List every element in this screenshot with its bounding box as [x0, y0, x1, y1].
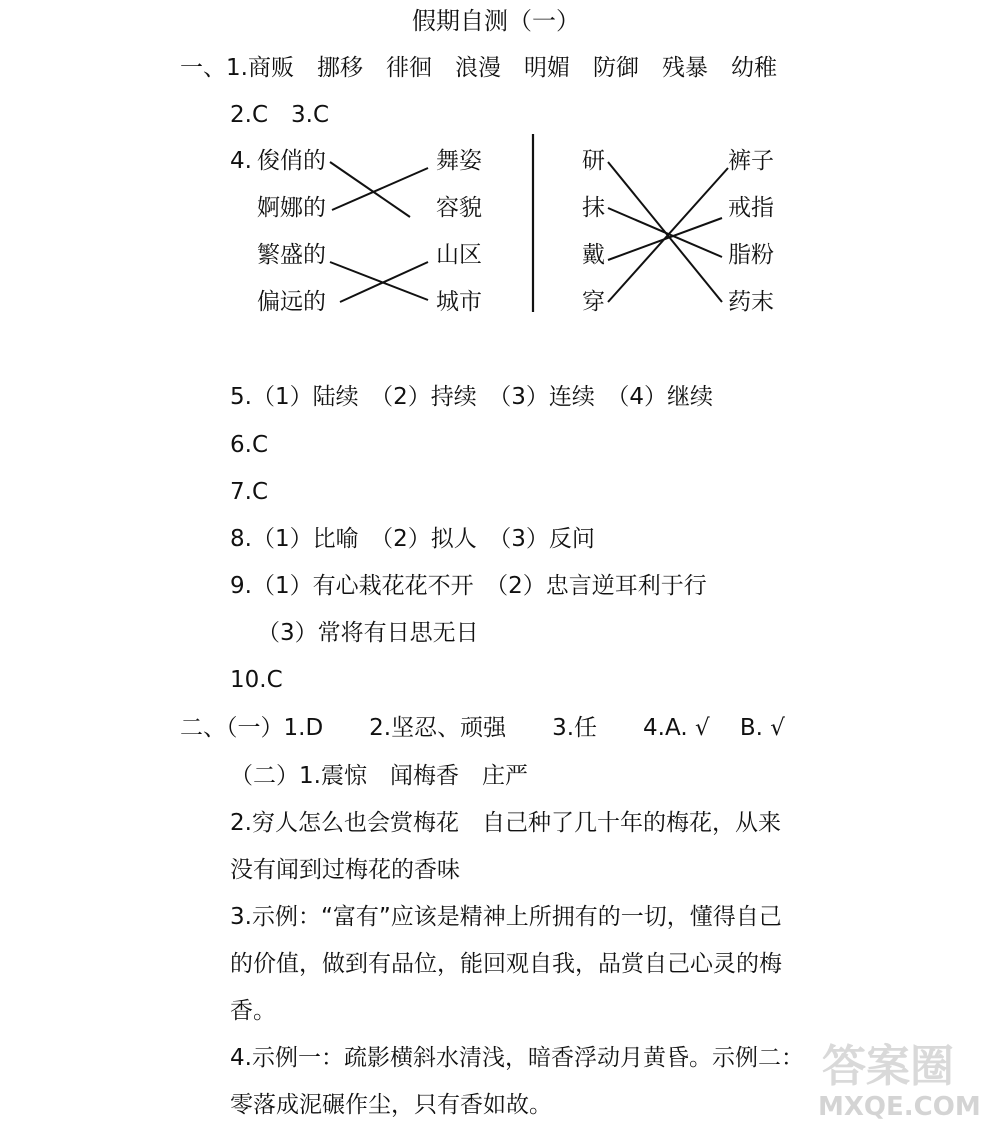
match-left-item-3: 繁盛的: [257, 242, 326, 268]
section2-q2-line-1: 2.穷人怎么也会赏梅花 自己种了几十年的梅花，从来: [230, 810, 781, 836]
match2-left-item-2: 抹: [582, 195, 605, 221]
match-left-item-4: 偏远的: [257, 289, 326, 315]
question-4-label: 4.: [230, 148, 252, 174]
question-9-line-2: （3）常将有日思无日: [257, 620, 479, 646]
question-5: 5.（1）陆续 （2）持续 （3）连续 （4）继续: [230, 384, 713, 410]
match-right-item-2: 容貌: [436, 195, 482, 221]
section2-q2-line-2: 没有闻到过梅花的香味: [230, 857, 460, 883]
match2-right-item-1: 裤子: [728, 148, 774, 174]
match2-left-item-1: 研: [582, 148, 605, 174]
section2-q3-line-2: 的价值，做到有品位，能回观自我，品赏自己心灵的梅: [230, 951, 782, 977]
match-left-item-2: 婀娜的: [257, 195, 326, 221]
match2-left-item-3: 戴: [582, 242, 605, 268]
match-right-item-4: 城市: [436, 289, 482, 315]
match-right-item-1: 舞姿: [436, 148, 482, 174]
question-1: 一、1.商贩 挪移 徘徊 浪漫 明媚 防御 残暴 幼稚: [180, 55, 777, 81]
section2-q4-line-2: 零落成泥碾作尘，只有香如故。: [230, 1092, 552, 1118]
question-6: 6.C: [230, 432, 269, 458]
section2-q3-line-1: 3.示例：“富有”应该是精神上所拥有的一切，懂得自己: [230, 904, 782, 930]
match2-right-item-2: 戒指: [728, 195, 774, 221]
page-title: 假期自测（一）: [412, 7, 580, 35]
question-2-3: 2.C 3.C: [230, 102, 330, 128]
match-line-6: [608, 208, 722, 257]
watermark-site: MXQE.COM: [818, 1092, 981, 1122]
match-right-item-3: 山区: [436, 242, 482, 268]
match2-right-item-3: 脂粉: [728, 242, 774, 268]
match2-right-item-4: 药末: [728, 289, 774, 315]
question-8: 8.（1）比喻 （2）拟人 （3）反问: [230, 526, 595, 552]
section2-part1: 二、（一）1.D 2.坚忍、顽强 3.任 4.A. √ B. √: [180, 715, 785, 741]
watermark-logo: 答案圈: [822, 1041, 954, 1092]
match-line-4: [340, 262, 428, 302]
match2-left-item-4: 穿: [582, 289, 605, 315]
question-9-line-1: 9.（1）有心栽花花不开 （2）忠言逆耳利于行: [230, 573, 707, 599]
match-line-1: [330, 162, 410, 217]
section2-part2: （二）1.震惊 闻梅香 庄严: [230, 763, 528, 789]
section2-q3-line-3: 香。: [230, 998, 276, 1024]
question-7: 7.C: [230, 479, 269, 505]
match-line-8: [608, 168, 728, 302]
question-10: 10.C: [230, 667, 283, 693]
section2-q4-line-1: 4.示例一：疏影横斜水清浅，暗香浮动月黄昏。示例二：: [230, 1045, 804, 1071]
match-left-item-1: 俊俏的: [257, 148, 326, 174]
